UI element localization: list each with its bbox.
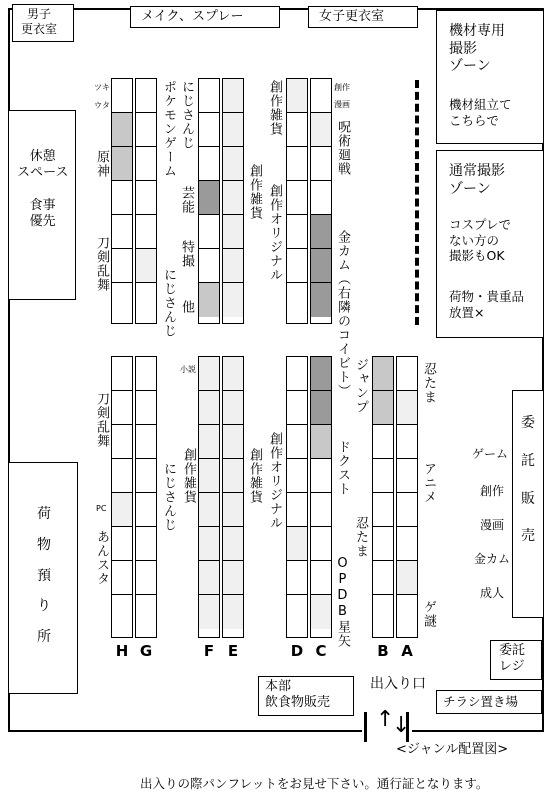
genre-nijisanji-mid: にじさんじ (160, 268, 176, 338)
genre-sousaku-small: 創作 (334, 83, 350, 92)
consign-item-manga: 漫画 (480, 518, 505, 532)
column-H-lower (111, 356, 133, 638)
entrance-post-left (364, 712, 367, 742)
equipment-zone-note: 機材組立て こちらで (449, 97, 512, 128)
flyer-area (436, 690, 542, 714)
headquarters (258, 676, 354, 716)
consign-item-goldenkamuy: 金カム (474, 552, 511, 566)
consignment-sales (512, 390, 544, 618)
row-label-F: F (203, 642, 215, 660)
consignment-register-label: 委託 レジ (499, 643, 526, 675)
row-label-G: G (139, 642, 153, 660)
genre-sousaku-zakka-lower-left: 創作雑貨 (180, 448, 196, 504)
map-title: <ジャンル配置図> (396, 742, 509, 757)
genre-anime: アニメ (420, 462, 436, 504)
entrance-notice: 出入りの際パンフレットをお見せ下さい。通行証となります。 (140, 776, 489, 791)
genre-sousaku-original-lower: 創作オリジナル (266, 432, 282, 530)
genre-manga-small: 漫画 (334, 100, 350, 109)
men-changing-label: 男子 更衣室 (21, 7, 58, 36)
normal-zone-note: コスプレで ない方の 撮影もOK (449, 217, 512, 264)
genre-golden-kamuy: 金カム（右隣のコイビト） (334, 230, 350, 398)
women-changing-room (308, 6, 418, 28)
genre-ninjatama-right: 忍たま (420, 362, 436, 404)
entry-arrow-icon: ↑ (376, 707, 395, 732)
genre-other: 他 (178, 300, 194, 314)
genre-touken-bottom: 刀剣乱舞 (93, 392, 109, 448)
baggage-room-label: 荷 物 預 り 所 (37, 506, 51, 646)
consign-item-game: ゲーム (472, 447, 509, 461)
genre-sousaku-zakka-upper-left: 創作雑貨 (246, 164, 262, 220)
flyer-area-label: チラシ置き場 (443, 694, 519, 709)
genre-sousaku-original-upper: 創作オリジナル (266, 184, 282, 282)
genre-uta: ウタ (94, 101, 110, 110)
row-label-A: A (401, 642, 413, 660)
exit-arrow-icon: ↓ (392, 713, 411, 738)
genre-nijisanji-bottom: にじさんじ (160, 462, 176, 532)
column-E-lower (222, 356, 244, 638)
consign-item-adult: 成人 (480, 586, 505, 600)
column-H-upper (111, 78, 133, 324)
equipment-zone (436, 10, 544, 144)
zone-divider (415, 80, 419, 325)
genre-tsuki: ツキ (94, 83, 110, 92)
column-F-upper (198, 78, 220, 324)
rest-space-label: 休憩 スペース 食事 優先 (17, 149, 69, 229)
genre-nijisanji-top: にじさんじ (178, 80, 194, 150)
genre-jujutsu: 呪術廻戦 (334, 120, 350, 176)
men-changing-room (12, 4, 74, 42)
genre-sousaku-zakka-lower-mid: 創作雑貨 (246, 448, 262, 504)
genre-touken-top: 刀剣乱舞 (93, 236, 109, 292)
entrance-label: 出入り口 (370, 676, 426, 692)
genre-game-nazo: ゲ謎 (420, 600, 436, 628)
genre-geinou: 芸能 (178, 186, 194, 214)
genre-shousetsu: 小説 (180, 365, 196, 374)
row-label-H: H (115, 642, 129, 660)
genre-tokusatsu: 特撮 (178, 240, 194, 268)
baggage-warning: 荷物・貴重品 放置× (449, 289, 525, 320)
column-C-upper (310, 78, 332, 324)
women-changing-label: 女子更衣室 (319, 9, 385, 24)
makeup-room (130, 6, 280, 28)
consignment-register (490, 640, 542, 680)
genre-sousaku-zakka-upper-mid: 創作雑貨 (266, 80, 282, 136)
column-G-lower (135, 356, 157, 638)
genre-ninjatama-mid: 忍たま (352, 516, 368, 558)
equipment-zone-label: 機材専用 撮影 ゾーン (449, 23, 505, 74)
column-E-upper (222, 78, 244, 324)
headquarters-label: 本部 飲食物販売 (265, 679, 331, 711)
genre-opdb: OPDB星矢 (334, 556, 350, 648)
row-label-B: B (377, 642, 389, 660)
genre-ansta: あんスタ (93, 530, 109, 586)
row-label-D: D (290, 642, 304, 660)
column-G-upper (135, 78, 157, 324)
normal-zone-label: 通常撮影 ゾーン (449, 163, 505, 197)
column-C-lower (310, 356, 332, 638)
normal-shooting-zone (436, 150, 544, 338)
genre-dokusuto: ドクスト (334, 440, 350, 496)
consignment-title: 委 託 販 売 (521, 415, 535, 545)
genre-pokemon-game: ポケモンゲーム (160, 80, 176, 178)
genre-pc: PC (96, 504, 107, 513)
column-D-upper (286, 78, 308, 324)
genre-jump: ジャンプ (352, 358, 368, 414)
column-D-lower (286, 356, 308, 638)
column-B-lower (372, 356, 394, 638)
column-F-lower (198, 356, 220, 638)
row-label-E: E (227, 642, 239, 660)
baggage-room (8, 462, 78, 694)
consign-item-sousaku: 創作 (480, 484, 505, 498)
genre-genshin: 原神 (93, 150, 109, 178)
column-A-lower (396, 356, 418, 638)
makeup-label: メイク、スプレー (141, 9, 244, 24)
rest-space (8, 110, 76, 300)
row-label-C: C (315, 642, 327, 660)
